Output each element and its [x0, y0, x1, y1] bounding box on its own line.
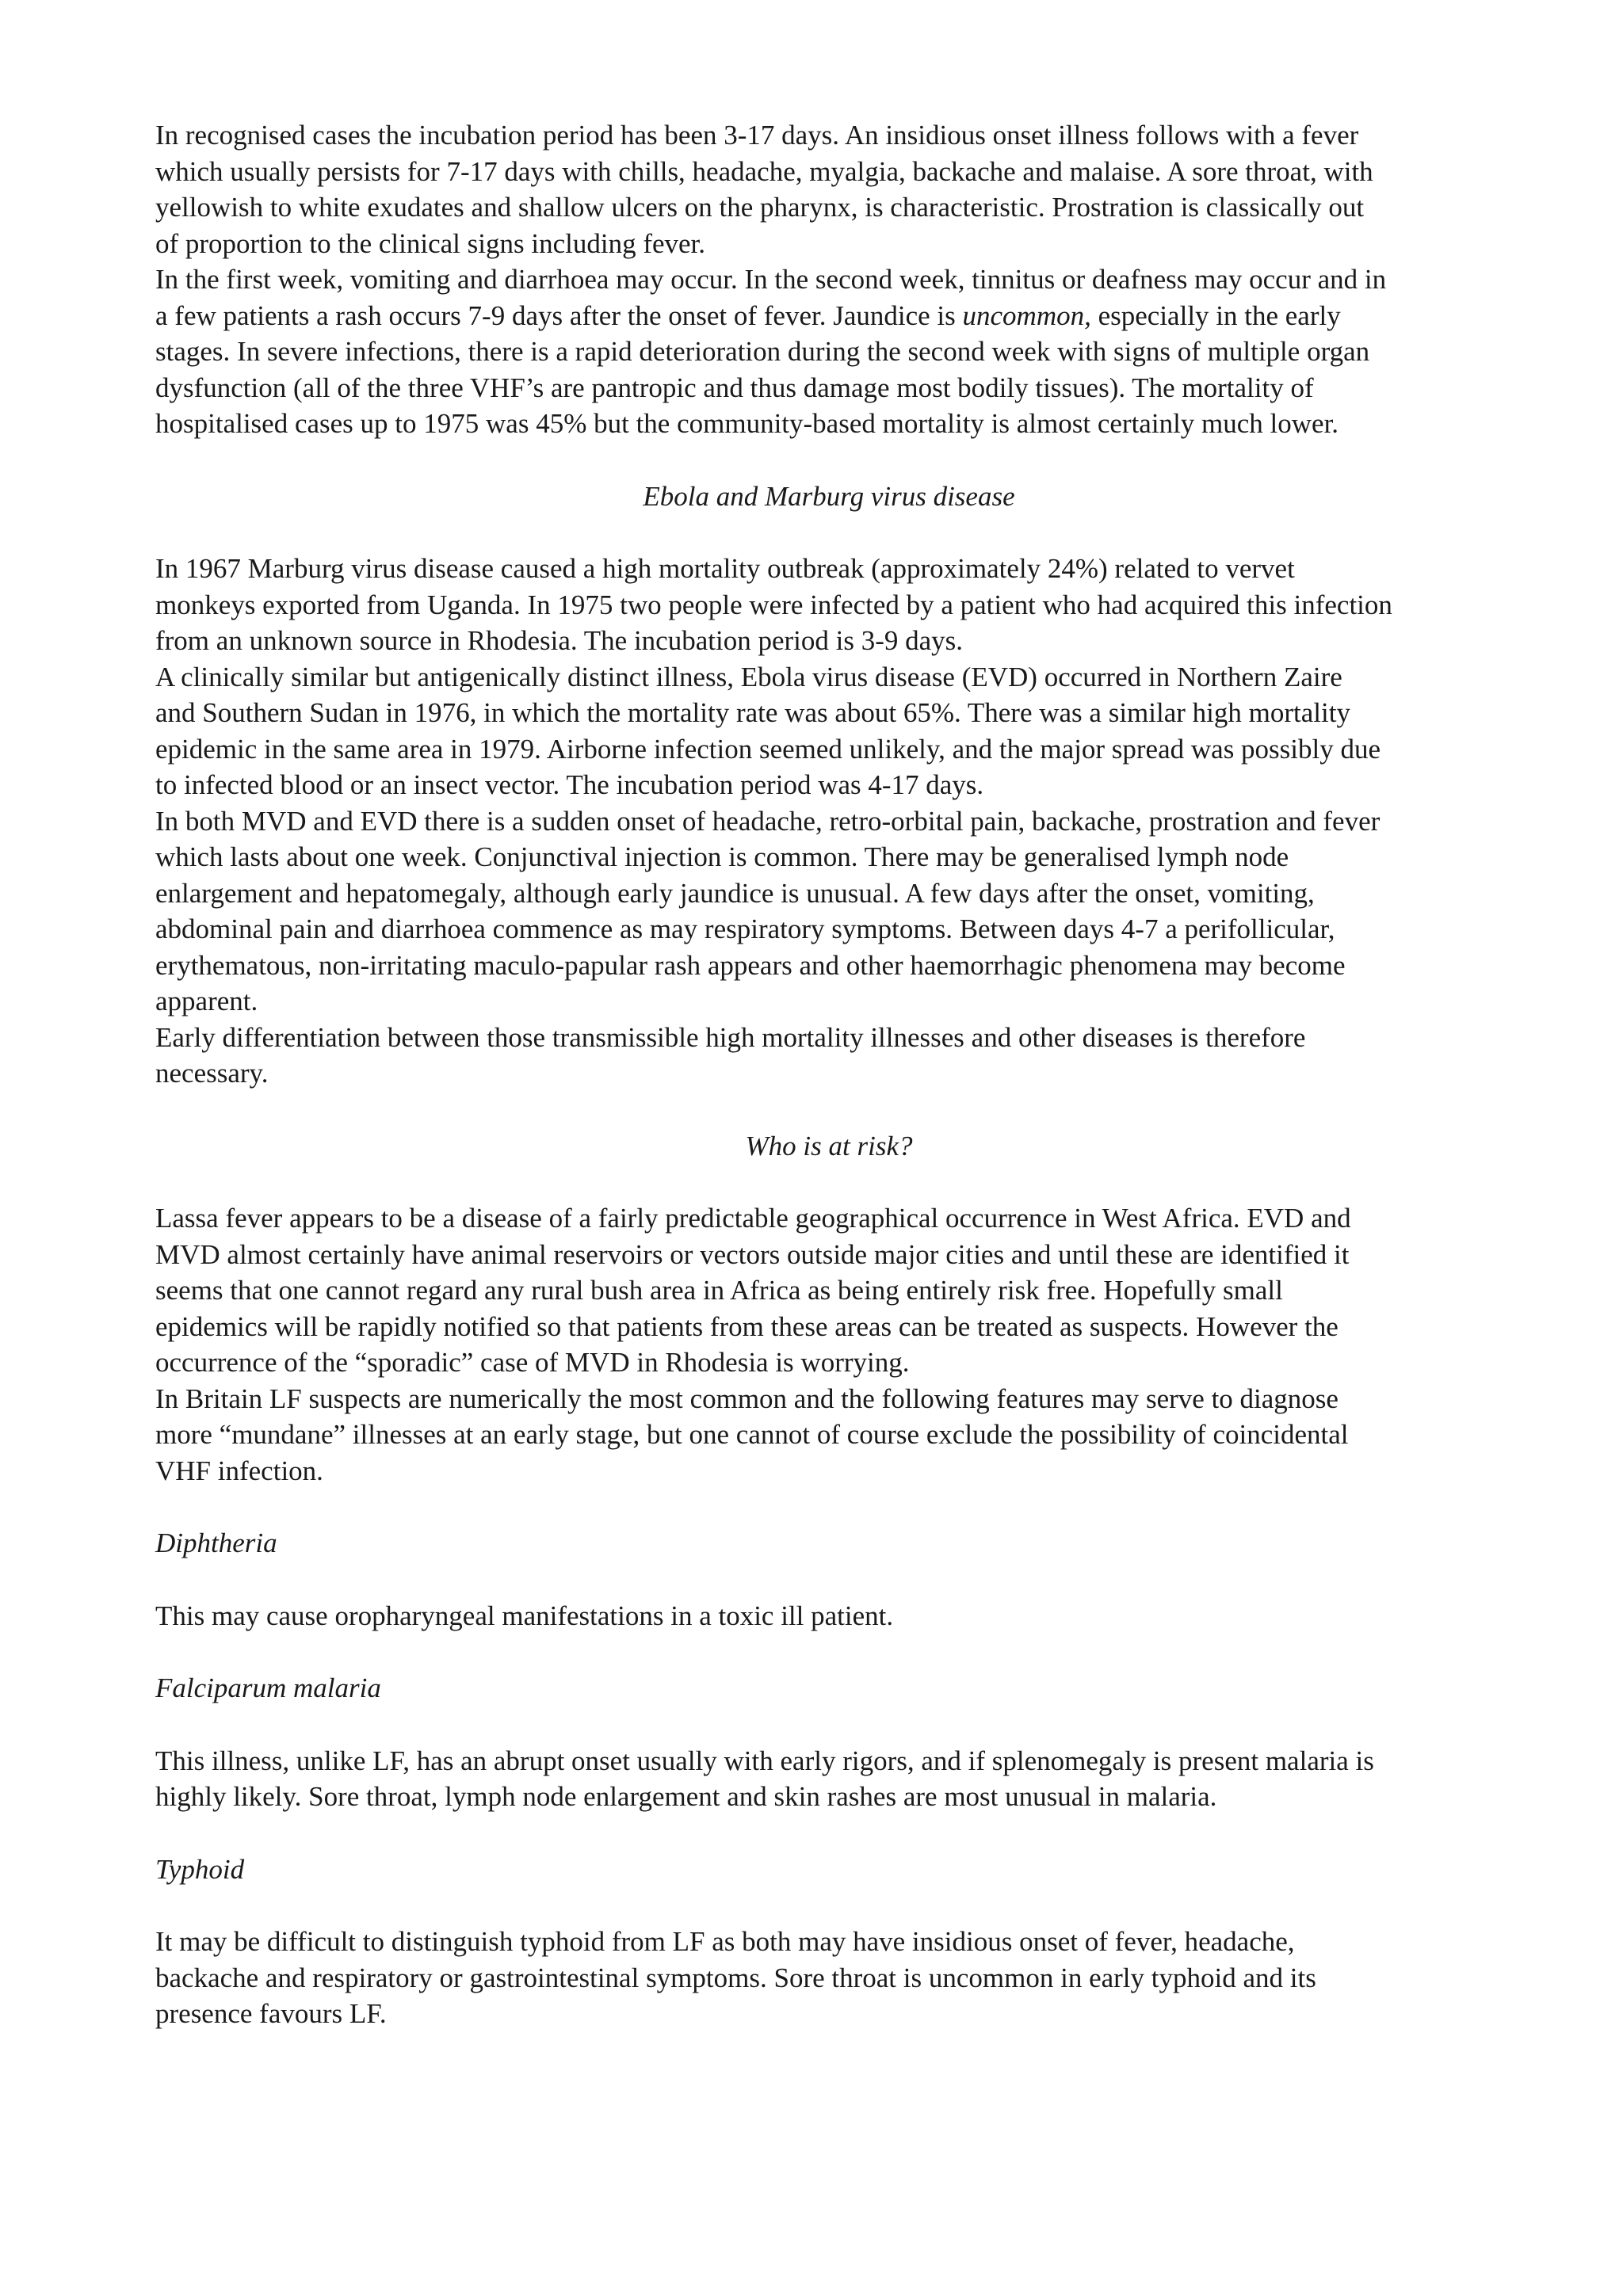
intro-paragraph-2	[155, 261, 1503, 442]
falciparum-malaria-heading: Falciparum malaria	[155, 1672, 381, 1703]
ebola-paragraph-3: In both MVD and EVD there is a sudden onset of headache, retro-orbital pain, backache, prostration and fever which lasts about one week. Conjunctival injection is common. There may be generalised lymph node enlargement and hepatomegaly, although early jaundice is unusual. A few days after the onset, vomiting, abdominal pain and diarrhoea commence as may respiratory symptoms. Between days 4-7 a perifollicular, erythematous, non-irritating maculo-papular rash appears and other haemorrhagic phenomena may become apparent.	[155, 805, 1381, 1016]
malaria-paragraph: This illness, unlike LF, has an abrupt onset usually with early rigors, and if splenomegaly is present malaria is highly likely. Sore throat, lymph node enlargement and skin rashes are most unusual in malaria.	[155, 1745, 1374, 1812]
typhoid-heading: Typhoid	[155, 1853, 245, 1885]
intro-paragraph-1: In recognised cases the incubation period has been 3-17 days. An insidious onset illness follows with a fever which usually persists for 7-17 days with chills, headache, myalgia, backache and malaise. A sore throat, with yellowish to white exudates and shallow ulcers on the pharynx, is characteristic. Prostration is classically out of proportion to the clinical signs including fever.	[155, 120, 1373, 259]
typhoid-paragraph: It may be difficult to distinguish typhoid from LF as both may have insidious onset of fever, headache, backache and respiratory or gastrointestinal symptoms. Sore throat is uncommon in early typhoid and its presence favours LF.	[155, 1926, 1316, 2029]
ebola-paragraph-2: A clinically similar but antigenically distinct illness, Ebola virus disease (EVD) occurred in Northern Zaire and Southern Sudan in 1976, in which the mortality rate was about 65%. There was a similar high mortality epidemic in the same area in 1979. Airborne infection seemed unlikely, and the major spread was possibly due to infected blood or an insect vector. The incubation period was 4-17 days.	[155, 661, 1381, 800]
ebola-paragraph-1: In 1967 Marburg virus disease caused a high mortality outbreak (approximately 24%) related to vervet monkeys exported from Uganda. In 1975 two people were infected by a patient who had acquired this infection from an unknown source in Rhodesia. The incubation period is 3-9 days.	[155, 553, 1392, 656]
risk-paragraph-2: In Britain LF suspects are numerically the most common and the following features may serve to diagnose more “mundane” illnesses at an early stage, but one cannot of course exclude the possibility of coincidental VHF infection.	[155, 1383, 1349, 1486]
who-is-at-risk-heading: Who is at risk?	[745, 1130, 913, 1161]
document-page	[155, 117, 1503, 2032]
diphtheria-paragraph: This may cause oropharyngeal manifestations in a toxic ill patient.	[155, 1600, 894, 1631]
ebola-paragraph-4: Early differentiation between those transmissible high mortality illnesses and other diseases is therefore necessary.	[155, 1021, 1306, 1089]
intro-paragraph-2-emphasis: uncommon,	[962, 299, 1091, 331]
ebola-marburg-heading: Ebola and Marburg virus disease	[643, 480, 1015, 512]
intro-paragraph-2-end: especially in the early stages. In severe infections, there is a rapid deterioration during the second week with signs of multiple organ dysfunction (all of the three VHF’s are pantropic and thus damage most bodily tissues). The mortality of hospitalised cases up to 1975 was 45% but the community-based mortality is almost certainly much lower.	[155, 299, 1370, 439]
risk-paragraph-1: Lassa fever appears to be a disease of a fairly predictable geographical occurrence in West Africa. EVD and MVD almost certainly have animal reservoirs or vectors outside major cities and until these are identified it seems that one cannot regard any rural bush area in Africa as being entirely risk free. Hopefully small epidemics will be rapidly notified so that patients from these areas can be treated as suspects. However the occurrence of the “sporadic” case of MVD in Rhodesia is worrying.	[155, 1203, 1351, 1378]
intro-paragraph-2-start: In the first week, vomiting and diarrhoea may occur. In the second week, tinnitus or deafness may occur and in a few patients a rash occurs 7-9 days after the onset of fever. Jaundice is	[155, 264, 1387, 331]
diphtheria-heading: Diphtheria	[155, 1527, 277, 1558]
